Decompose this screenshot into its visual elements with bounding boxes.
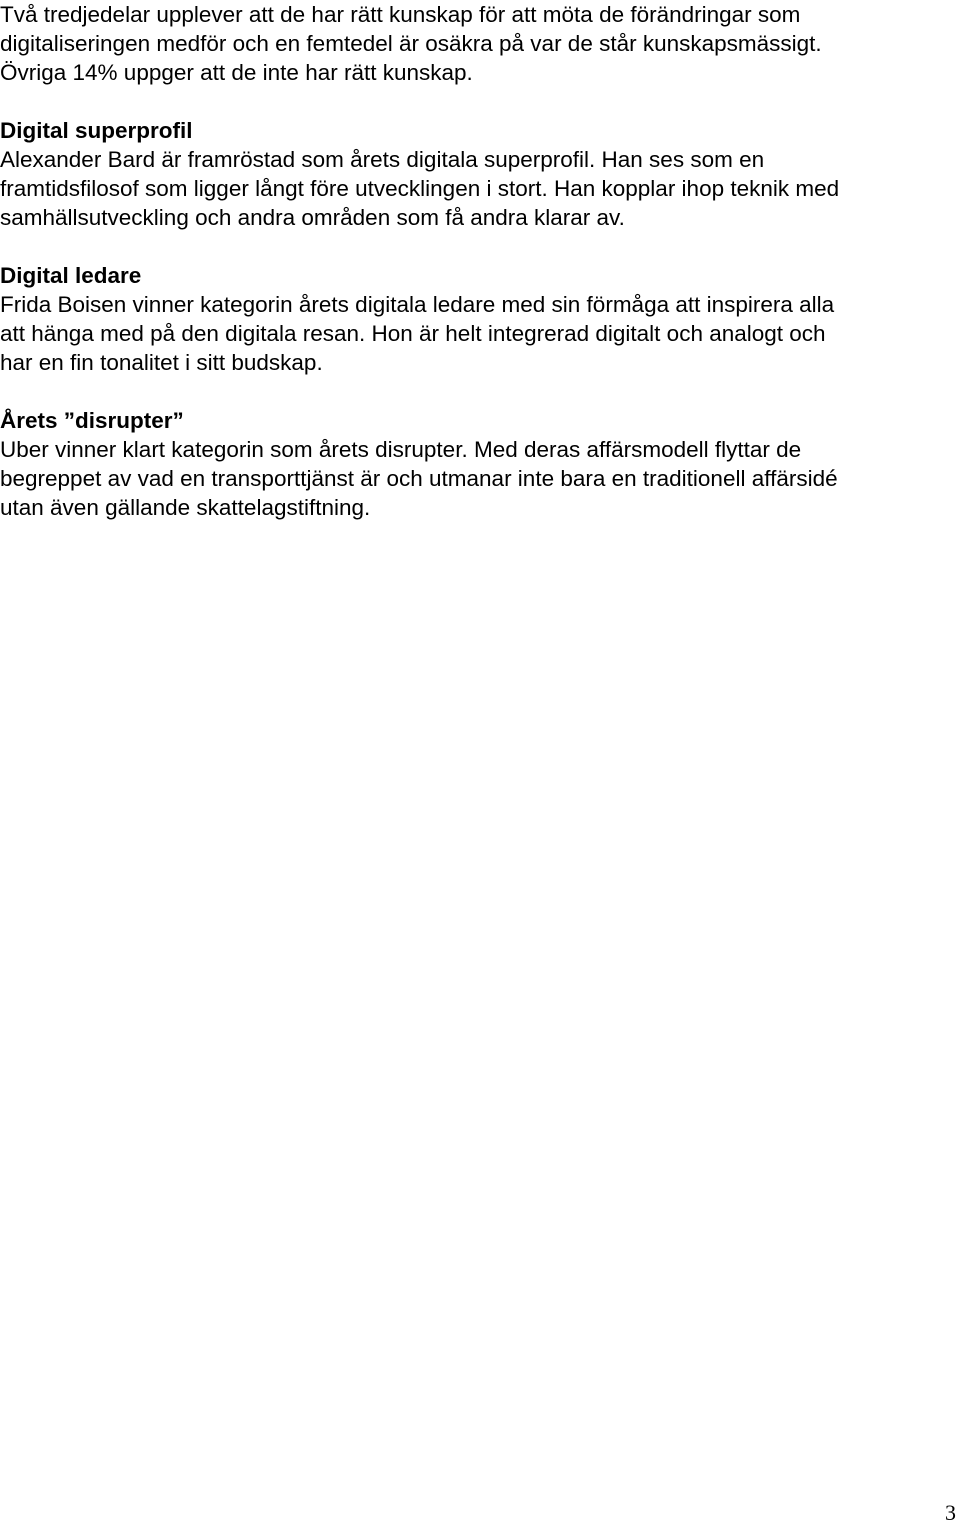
section-heading-digital-ledare: Digital ledare <box>0 263 142 288</box>
page-number: 3 <box>945 1500 956 1525</box>
section-body-digital-ledare: Frida Boisen vinner kategorin årets digitala ledare med sin förmåga att inspirera alla att hänga med på den digitala resan. Hon är helt integrerad digitalt och analogt och har en fin tonalitet i sitt budskap. <box>0 292 835 375</box>
paragraph-spacer <box>0 87 956 116</box>
paragraph-spacer <box>0 232 956 261</box>
section-heading-arets-disrupter: Årets ”disrupter” <box>0 408 184 433</box>
paragraph-spacer <box>0 377 956 406</box>
intro-paragraph: Två tredjedelar upplever att de har rätt kunskap för att möta de förändringar som digitaliseringen medför och en femtedel är osäkra på var de står kunskapsmässigt. Övriga 14% uppger att de inte har rätt kunskap. <box>0 2 822 85</box>
document-content <box>0 0 956 522</box>
section-body-digital-superprofil: Alexander Bard är framröstad som årets digitala superprofil. Han ses som en framtidsfilosof som ligger långt före utvecklingen i stort. Han kopplar ihop teknik med samhällsutveckling och andra områden som få andra klarar av. <box>0 147 840 230</box>
section-heading-digital-superprofil: Digital superprofil <box>0 118 193 143</box>
section-body-arets-disrupter: Uber vinner klart kategorin som årets disrupter. Med deras affärsmodell flyttar de begreppet av vad en transporttjänst är och utmanar inte bara en traditionell affärsidé utan även gällande skattelagstiftning. <box>0 437 838 520</box>
